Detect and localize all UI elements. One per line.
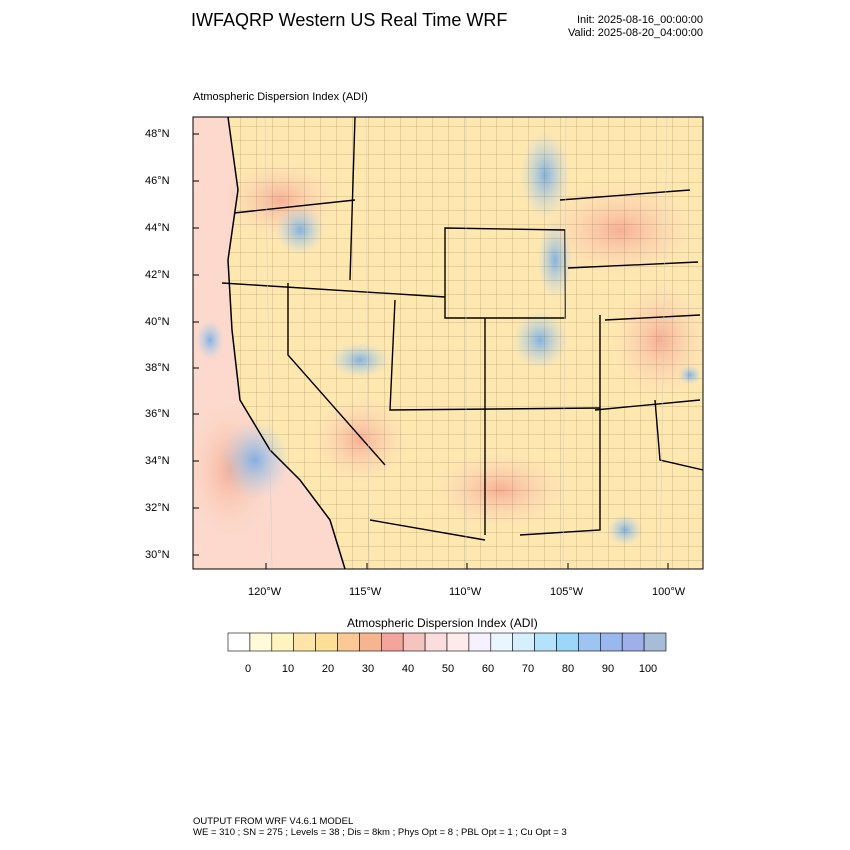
lon-label: 115°W: [349, 586, 382, 598]
colorbar-swatch: [622, 633, 644, 651]
colorbar-label: 0: [244, 663, 252, 675]
colorbar-swatch: [535, 633, 557, 651]
main-title: IWFAQRP Western US Real Time WRF: [191, 10, 508, 30]
map-field: [185, 117, 710, 569]
colorbar-label: 30: [361, 663, 375, 675]
colorbar-label: 60: [481, 663, 495, 675]
colorbar-swatch: [228, 633, 250, 651]
colorbar-swatch: [578, 633, 600, 651]
lat-label: 32°N: [145, 502, 170, 514]
init-time: Init: 2025-08-16_00:00:00: [577, 14, 703, 26]
lat-label: 40°N: [145, 316, 170, 328]
lat-label: 36°N: [145, 408, 170, 420]
colorbar-swatch: [425, 633, 447, 651]
colorbar-swatch: [644, 633, 666, 651]
colorbar: [228, 633, 666, 651]
colorbar-swatch: [469, 633, 491, 651]
colorbar-swatch: [513, 633, 535, 651]
colorbar-swatch: [359, 633, 381, 651]
lat-label: 38°N: [145, 362, 170, 374]
lat-label: 46°N: [145, 175, 170, 187]
lat-label: 44°N: [145, 222, 170, 234]
colorbar-label: 100: [638, 663, 658, 675]
colorbar-label: 40: [401, 663, 415, 675]
colorbar-swatch: [403, 633, 425, 651]
model-config: WE = 310 ; SN = 275 ; Levels = 38 ; Dis = 8km ; Phys Opt = 8 ; PBL Opt = 1 ; Cu Opt = 3: [193, 827, 567, 838]
colorbar-label: 20: [321, 663, 335, 675]
colorbar-swatch: [447, 633, 469, 651]
lon-label: 100°W: [652, 586, 686, 598]
colorbar-label: 90: [601, 663, 615, 675]
lat-label: 42°N: [145, 269, 170, 281]
colorbar-label: 70: [521, 663, 535, 675]
lat-label: 30°N: [145, 549, 170, 561]
model-version: OUTPUT FROM WRF V4.6.1 MODEL: [193, 816, 354, 827]
lat-label: 48°N: [145, 128, 170, 140]
colorbar-swatch: [272, 633, 294, 651]
colorbar-title: Atmospheric Dispersion Index (ADI): [347, 616, 538, 630]
valid-time: Valid: 2025-08-20_04:00:00: [568, 27, 703, 39]
colorbar-swatch: [316, 633, 338, 651]
lat-label: 34°N: [145, 455, 170, 467]
colorbar-swatch: [338, 633, 360, 651]
colorbar-swatch: [557, 633, 579, 651]
colorbar-swatch: [491, 633, 513, 651]
colorbar-label: 50: [441, 663, 455, 675]
colorbar-swatch: [294, 633, 316, 651]
lon-label: 105°W: [550, 586, 584, 598]
colorbar-label: 10: [281, 663, 295, 675]
lon-label: 120°W: [248, 586, 282, 598]
colorbar-swatch: [600, 633, 622, 651]
colorbar-label: 80: [561, 663, 575, 675]
colorbar-swatch: [250, 633, 272, 651]
model-info-footer: [193, 816, 567, 838]
lon-label: 110°W: [449, 586, 482, 598]
colorbar-swatch: [381, 633, 403, 651]
plot-subtitle: Atmospheric Dispersion Index (ADI): [193, 91, 368, 103]
